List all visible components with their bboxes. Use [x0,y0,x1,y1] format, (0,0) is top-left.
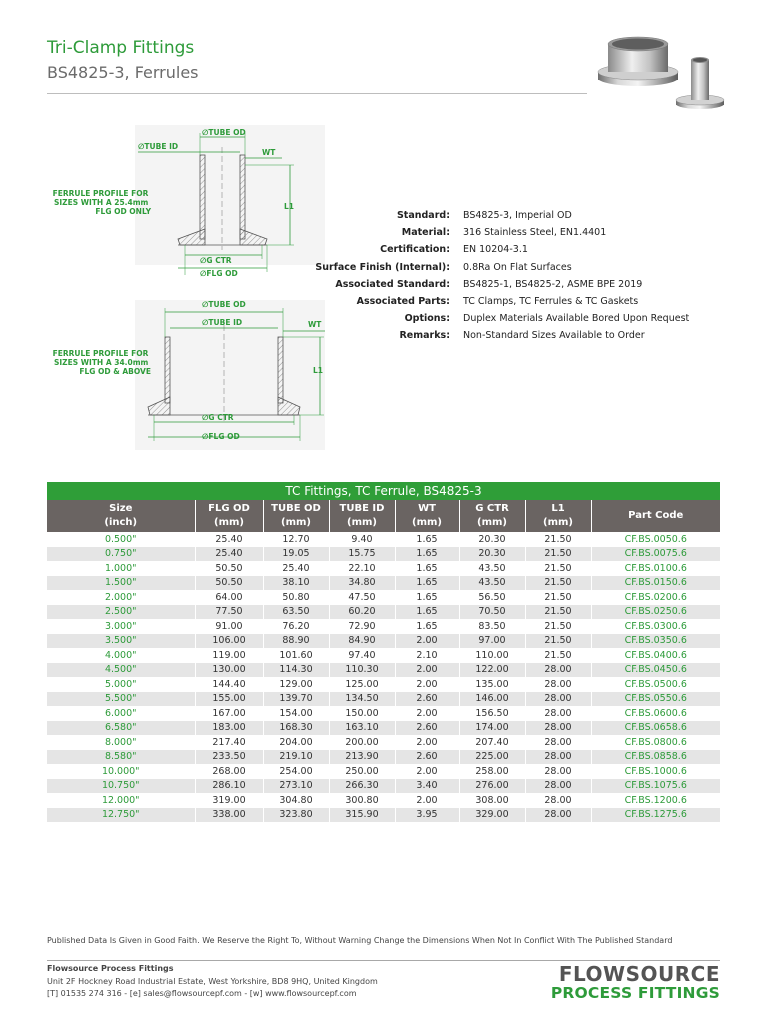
table-cell: 139.70 [263,692,329,707]
table-row [47,808,720,823]
spec-row-associated-standard [296,276,689,293]
size-cell: 3.500" [47,634,195,649]
size-cell: 1.000" [47,561,195,576]
table-cell: 168.30 [263,721,329,736]
table-cell: 2.00 [395,634,459,649]
table-cell: 101.60 [263,648,329,663]
header-flg-od: FLG OD (mm) [195,500,263,532]
table-cell: 91.00 [195,619,263,634]
table-cell: 323.80 [263,808,329,823]
table-row [47,750,720,765]
table-cell: 183.00 [195,721,263,736]
table-cell: 1.65 [395,605,459,620]
table-cell: 125.00 [329,677,395,692]
table-cell: 266.30 [329,779,395,794]
table-row [47,576,720,591]
page-subtitle: BS4825-3, Ferrules [47,63,199,82]
table-cell: 63.50 [263,605,329,620]
size-cell: 8.000" [47,735,195,750]
table-cell: 300.80 [329,793,395,808]
size-cell: 8.580" [47,750,195,765]
table-row [47,663,720,678]
table-cell: 304.80 [263,793,329,808]
upper-tube-od-label: ∅TUBE OD [202,128,246,137]
table-cell: 217.40 [195,735,263,750]
table-cell: 207.40 [459,735,525,750]
table-cell: 1.65 [395,576,459,591]
table-cell: 12.70 [263,532,329,547]
size-cell: 1.500" [47,576,195,591]
table-cell: 308.00 [459,793,525,808]
table-row [47,590,720,605]
table-cell: 38.10 [263,576,329,591]
spec-row-material [296,224,689,241]
table-row [47,735,720,750]
size-cell: 0.750" [47,547,195,562]
header-tube-od: TUBE OD (mm) [263,500,329,532]
spec-label: Options: [404,313,450,325]
table-row [47,547,720,562]
table-cell: 25.40 [263,561,329,576]
table-caption: TC Fittings, TC Ferrule, BS4825-3 [47,482,720,500]
upper-tube-id-label: ∅TUBE ID [138,142,179,151]
table-cell: 72.90 [329,619,395,634]
table-row [47,532,720,547]
table-row [47,634,720,649]
table-cell: 150.00 [329,706,395,721]
table-cell: 3.40 [395,779,459,794]
part-code-cell: CF.BS.0300.6 [591,619,720,634]
table-cell: 174.00 [459,721,525,736]
part-code-cell: CF.BS.0350.6 [591,634,720,649]
lower-g-ctr-label: ∅G CTR [202,413,234,422]
table-cell: 258.00 [459,764,525,779]
upper-flg-od-label: ∅FLG OD [200,269,238,278]
table-cell: 56.50 [459,590,525,605]
table-row [47,764,720,779]
table-cell: 110.30 [329,663,395,678]
size-cell: 10.750" [47,779,195,794]
table-cell: 1.65 [395,547,459,562]
header-l1: L1 (mm) [525,500,591,532]
table-cell: 28.00 [525,793,591,808]
table-cell: 156.50 [459,706,525,721]
table-cell: 28.00 [525,677,591,692]
spec-value: TC Clamps, TC Ferrules & TC Gaskets [463,296,639,308]
table-cell: 21.50 [525,576,591,591]
table-cell: 106.00 [195,634,263,649]
table-cell: 50.80 [263,590,329,605]
part-code-cell: CF.BS.0450.6 [591,663,720,678]
spec-value: 316 Stainless Steel, EN1.4401 [463,227,607,239]
table-cell: 21.50 [525,532,591,547]
table-cell: 64.00 [195,590,263,605]
table-body [47,532,720,822]
table-cell: 97.40 [329,648,395,663]
table-cell: 70.50 [459,605,525,620]
disclaimer-text: Published Data Is Given in Good Faith. We Reserve the Right To, Without Warning Change the Dimensions When Not In Conflict With The Published Standard [47,936,673,945]
part-code-cell: CF.BS.1200.6 [591,793,720,808]
table-cell: 167.00 [195,706,263,721]
spec-value: EN 10204-3.1 [463,244,528,256]
table-cell: 2.10 [395,648,459,663]
table-cell: 43.50 [459,576,525,591]
table-cell: 15.75 [329,547,395,562]
spec-label: Material: [401,227,450,239]
logo-line-2: PROCESS FITTINGS [550,984,720,1002]
part-code-cell: CF.BS.0658.6 [591,721,720,736]
table-cell: 146.00 [459,692,525,707]
header-part-code: Part Code [591,500,720,532]
part-code-cell: CF.BS.0100.6 [591,561,720,576]
part-code-cell: CF.BS.0050.6 [591,532,720,547]
table-cell: 21.50 [525,634,591,649]
table-row [47,619,720,634]
ferrule-dimensions-table [47,482,720,822]
table-cell: 97.00 [459,634,525,649]
flowsource-logo [550,962,720,1003]
table-cell: 28.00 [525,764,591,779]
spec-label: Remarks: [399,330,450,342]
table-cell: 19.05 [263,547,329,562]
table-cell: 2.00 [395,677,459,692]
company-contact: [T] 01535 274 316 - [e] sales@flowsourcepf.com - [w] www.flowsourcepf.com [47,989,357,998]
table-cell: 28.00 [525,735,591,750]
table-cell: 2.60 [395,750,459,765]
size-cell: 6.000" [47,706,195,721]
table-cell: 273.10 [263,779,329,794]
spec-list [296,207,689,345]
spec-label: Surface Finish (Internal): [315,261,450,273]
table-cell: 20.30 [459,547,525,562]
table-cell: 50.50 [195,576,263,591]
spec-row-standard [296,207,689,224]
size-cell: 6.580" [47,721,195,736]
spec-row-surface-finish [296,259,689,276]
table-cell: 2.00 [395,764,459,779]
table-cell: 2.60 [395,692,459,707]
header-g-ctr: G CTR (mm) [459,500,525,532]
size-cell: 3.000" [47,619,195,634]
table-cell: 2.00 [395,793,459,808]
table-cell: 110.00 [459,648,525,663]
part-code-cell: CF.BS.1075.6 [591,779,720,794]
table-row [47,706,720,721]
size-cell: 2.500" [47,605,195,620]
footer-divider [47,960,720,961]
size-cell: 4.500" [47,663,195,678]
table-cell: 1.65 [395,532,459,547]
table-cell: 213.90 [329,750,395,765]
table-cell: 144.40 [195,677,263,692]
table-cell: 21.50 [525,547,591,562]
spec-value: 0.8Ra On Flat Surfaces [463,261,572,273]
table-cell: 129.00 [263,677,329,692]
table-cell: 119.00 [195,648,263,663]
table-row [47,721,720,736]
spec-row-associated-parts [296,293,689,310]
table-cell: 21.50 [525,648,591,663]
size-cell: 12.750" [47,808,195,823]
table-row [47,648,720,663]
table-cell: 77.50 [195,605,263,620]
table-cell: 2.00 [395,663,459,678]
header-divider [47,93,587,94]
table-cell: 21.50 [525,561,591,576]
table-cell: 20.30 [459,532,525,547]
lower-wt-label: WT [308,320,322,329]
table-cell: 219.10 [263,750,329,765]
table-cell: 83.50 [459,619,525,634]
header-tube-id: TUBE ID (mm) [329,500,395,532]
table-row [47,692,720,707]
table-cell: 28.00 [525,808,591,823]
part-code-cell: CF.BS.0500.6 [591,677,720,692]
table-cell: 130.00 [195,663,263,678]
part-code-cell: CF.BS.0150.6 [591,576,720,591]
upper-g-ctr-label: ∅G CTR [200,256,232,265]
table-cell: 200.00 [329,735,395,750]
table-cell: 338.00 [195,808,263,823]
table-cell: 28.00 [525,779,591,794]
table-cell: 47.50 [329,590,395,605]
spec-value: BS4825-1, BS4825-2, ASME BPE 2019 [463,278,643,290]
lower-profile-note: FERRULE PROFILE FOR SIZES WITH A 34.0mm FLG OD & ABOVE [52,349,151,376]
spec-row-remarks [296,327,689,344]
table-cell: 34.80 [329,576,395,591]
table-cell: 43.50 [459,561,525,576]
table-cell: 154.00 [263,706,329,721]
table-cell: 2.00 [395,735,459,750]
spec-value: Non-Standard Sizes Available to Order [463,330,645,342]
size-cell: 10.000" [47,764,195,779]
upper-wt-label: WT [262,148,276,157]
part-code-cell: CF.BS.0075.6 [591,547,720,562]
spec-label: Certification: [380,244,450,256]
spec-value: BS4825-3, Imperial OD [463,210,572,222]
company-name: Flowsource Process Fittings [47,964,174,973]
table-cell: 134.50 [329,692,395,707]
table-row [47,779,720,794]
table-cell: 286.10 [195,779,263,794]
table-cell: 1.65 [395,619,459,634]
part-code-cell: CF.BS.1000.6 [591,764,720,779]
table-cell: 163.10 [329,721,395,736]
lower-tube-od-label: ∅TUBE OD [202,300,246,309]
company-address: Unit 2F Hockney Road Industrial Estate, West Yorkshire, BD8 9HQ, United Kingdom [47,977,378,986]
table-cell: 3.95 [395,808,459,823]
table-cell: 84.90 [329,634,395,649]
table-cell: 1.65 [395,590,459,605]
table-cell: 2.60 [395,721,459,736]
size-cell: 5.500" [47,692,195,707]
table-cell: 28.00 [525,750,591,765]
table-cell: 233.50 [195,750,263,765]
table-cell: 21.50 [525,605,591,620]
spec-label: Associated Standard: [335,278,450,290]
spec-row-options [296,310,689,327]
part-code-cell: CF.BS.0550.6 [591,692,720,707]
table-cell: 28.00 [525,706,591,721]
part-code-cell: CF.BS.0858.6 [591,750,720,765]
lower-tube-id-label: ∅TUBE ID [202,318,243,327]
table-header-row [47,500,720,532]
size-cell: 5.000" [47,677,195,692]
table-cell: 122.00 [459,663,525,678]
table-cell: 225.00 [459,750,525,765]
table-cell: 135.00 [459,677,525,692]
table-cell: 2.00 [395,706,459,721]
table-row [47,677,720,692]
part-code-cell: CF.BS.0400.6 [591,648,720,663]
table-cell: 28.00 [525,721,591,736]
table-cell: 254.00 [263,764,329,779]
spec-row-certification [296,241,689,258]
table-cell: 250.00 [329,764,395,779]
spec-label: Associated Parts: [356,296,450,308]
page-title: Tri-Clamp Fittings [47,38,195,58]
part-code-cell: CF.BS.0600.6 [591,706,720,721]
part-code-cell: CF.BS.0250.6 [591,605,720,620]
lower-flg-od-label: ∅FLG OD [202,432,240,441]
table-cell: 9.40 [329,532,395,547]
table-row [47,561,720,576]
spec-value: Duplex Materials Available Bored Upon Request [463,313,690,325]
table-cell: 1.65 [395,561,459,576]
spec-label: Standard: [396,210,450,222]
table-cell: 22.10 [329,561,395,576]
table-cell: 76.20 [263,619,329,634]
lower-l1-label: L1 [313,366,323,375]
part-code-cell: CF.BS.0800.6 [591,735,720,750]
upper-profile-note: FERRULE PROFILE FOR SIZES WITH A 25.4mm FLG OD ONLY [52,189,151,216]
table-cell: 28.00 [525,663,591,678]
logo-line-1: FLOWSOURCE [558,962,720,986]
header-size: Size (inch) [47,500,195,532]
ferrule-profile-diagram [50,125,330,455]
part-code-cell: CF.BS.0200.6 [591,590,720,605]
table-cell: 276.00 [459,779,525,794]
size-cell: 2.000" [47,590,195,605]
table-cell: 28.00 [525,692,591,707]
table-row [47,793,720,808]
size-cell: 4.000" [47,648,195,663]
upper-l1-label: L1 [284,202,294,211]
table-cell: 50.50 [195,561,263,576]
table-cell: 25.40 [195,547,263,562]
size-cell: 0.500" [47,532,195,547]
table-cell: 114.30 [263,663,329,678]
table-cell: 315.90 [329,808,395,823]
size-cell: 12.000" [47,793,195,808]
part-code-cell: CF.BS.1275.6 [591,808,720,823]
table-cell: 60.20 [329,605,395,620]
table-cell: 21.50 [525,590,591,605]
table-cell: 25.40 [195,532,263,547]
table-cell: 88.90 [263,634,329,649]
ferrule-product-image [596,30,726,118]
table-cell: 268.00 [195,764,263,779]
table-cell: 21.50 [525,619,591,634]
table-cell: 155.00 [195,692,263,707]
header-wt: WT (mm) [395,500,459,532]
table-row [47,605,720,620]
table-cell: 204.00 [263,735,329,750]
table-cell: 319.00 [195,793,263,808]
table-cell: 329.00 [459,808,525,823]
